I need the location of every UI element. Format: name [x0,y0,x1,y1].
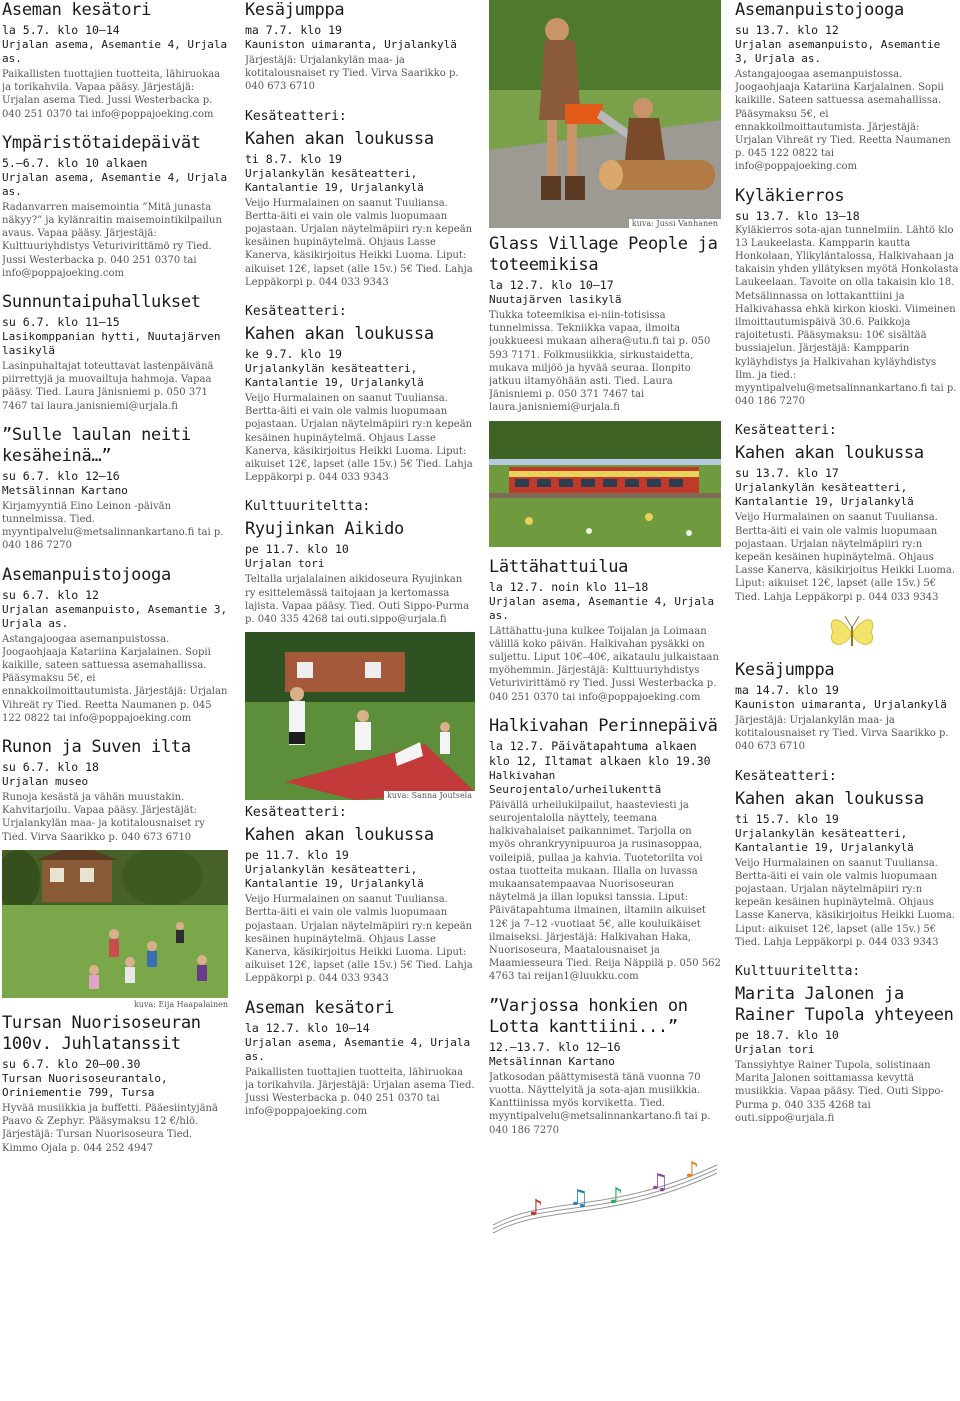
event-title: Kahen akan loukussa [735,443,924,464]
event-place: Lasikomppanian hytti, Nuutajärven lasikylä [2,330,221,358]
event-title: ”Sulle laulan neiti kesäheinä…” [2,424,191,466]
event-time: la 5.7. klo 10–14 [2,23,120,37]
music-notes-decoration [489,1145,721,1237]
event-place: Urjalan museo [2,775,89,789]
event-description: Veijo Hurmalainen on saanut Tuuliansa. Bertta-äiti ei vain ole valmis luopumaan pojastaan. Urjalan näytelmäpiiri ry:n kepeän kesäinen hupinäytelmä. Ohjaus Lasse Kanerva, käsikirjoitus Heikki Luoma. Liput: aikuiset 12€, lapset (alle 15v.) 5€ Tied. Lahja Leppäkorpi p. 044 033 9343 [245,894,473,985]
event-time: la 12.7. klo 10–14 [245,1020,370,1035]
event-kesateatteri [245,108,475,289]
event-lattahattuilua [489,557,721,704]
event-description: Järjestäjä: Urjalankylän maa- ja kotitalousnaiset ry Tied. Virva Saarikko p. 040 673 6710 [245,55,459,93]
event-time: su 6.7. klo 20–00.30 [2,1056,141,1071]
event-varjossa-honkien [489,996,721,1137]
event-place: Urjalan asema, Asemantie 4, Urjala as. [245,1035,471,1063]
event-place: Urjalan asemanpuisto, Asemantie 3, Urjala as. [735,38,941,65]
event-time: la 12.7. noin klo 11–18 [489,579,649,594]
event-time: 5.–6.7. klo 10 alkaen [2,155,148,170]
event-description: Astangajoogaa asemanpuistossa. Joogaohjaaja Katariina Karjalainen. Sopii kaikille. Sateen sattuessa asemahallissa. Pääsymaksu 5€, ei ennakkoilmoittautumista. Järjestäjä: Urjalan Vihreät ry Tied. Reetta Naumanen p. 045 122 0822 tai info@poppajoeking.com [735,69,951,173]
event-time: ti 15.7. klo 19 [735,811,839,826]
event-place: Halkivahan Seurojentalo/urheilukenttä [489,768,662,796]
svg-text:♫: ♫ [569,1185,589,1211]
event-kesajumppa [245,0,475,94]
event-place: Kauniston uimaranta, Urjalankylä [245,38,457,51]
event-category: Kesäteatteri: [735,768,837,784]
event-place: Metsälinnan Kartano [2,483,128,497]
column-2 [245,0,475,1401]
aikido-photo [245,632,475,800]
svg-text:♪: ♪ [685,1157,700,1183]
event-description: Lasinpuhaltajat toteuttavat lastenpäivänä piirrettyjä ja muovailtuja hahmoja. Vapaa pääsy. Tied. Laura Jänisniemi p. 050 371 7467 tai laura.janisniemi@urjala.fi [2,361,214,412]
event-title: Runon ja Suven ilta [2,737,191,758]
event-time: su 6.7. klo 12 [2,587,99,602]
photo-credit: kuva: Jussi Vanhanen [629,219,721,228]
event-kylakierros [735,186,959,409]
event-runon-ja-suven-ilta [2,737,228,844]
photo-credit: kuva: Sanna Joutsela [384,791,475,800]
event-title: Kyläkierros [735,185,845,206]
event-time: pe 11.7. klo 10 [245,542,349,557]
event-description: Hyvää musiikkia ja buffetti. Pääesiintyjänä Paavo & Zephyr. Pääsymaksu 12 €/hlö. Järjestäjä: Tursan Nuorisoseura Tied. Kimmo Ojala p. 044 252 4947 [2,1102,218,1154]
svg-text:♫: ♫ [649,1169,669,1195]
event-asemanpuistojooga [2,565,228,725]
event-asemanpuistojooga [735,0,959,174]
event-category: Kulttuuriteltta: [245,499,371,515]
event-ryujinkan-aikido [245,498,475,626]
event-description: Tiukka toteemikisa ei-niin-totisissa tunnelmissa. Tekniikka vapaa, ilmoita joukkueesi mukaan aihera@utu.fi tai p. 050 593 7171. Folkmusiikkia, sirkustaidetta, mukava miljöö ja hyvää seuraa. Ilonpito jatkuu iltamyöhään asti. Tied. Laura Jänisniemi p. 050 371 7467 tai laura.janisniemi@urjala.fi [489,310,711,414]
event-title: Halkivahan Perinnepäivä [489,715,718,736]
event-description: Paikallisten tuottajien tuotteita, lähiruokaa ja torikahvila. Vapaa pääsy. Järjestäjä: Urjalan asema Tied. Jussi Westerbacka p. 040 251 0370 tai info@poppajoeking.com [2,69,221,120]
event-time: 12.–13.7. klo 12–16 [489,1039,621,1054]
event-place: Urjalan asema, Asemantie 4, Urjala as. [2,170,228,198]
train-photo [489,421,721,547]
event-description: Radanvarren maisemointia ”Mitä junasta näkyy?” ja kylänraitin maisemointikilpailun avaus. Vapaa pääsy. Järjestäjä: Kulttuuriyhdistys Veturivirittämö ry Tied. Jussi Westerbacka p. 040 251 0370 tai info@poppajoeking.com [2,201,222,279]
event-description: Teltalla urjalalainen aikidoseura Ryujinkan ry esittelemässä taitojaan ja kertomassa lajista. Vapaa pääsy. Tied. Outi Sippo-Purma p. 040 335 4268 tai outi.sippo@urjala.fi [245,574,470,626]
event-place: Nuutajärven lasikylä [489,293,622,306]
event-description: Veijo Hurmalainen on saanut Tuuliansa. Bertta-äiti ei vain ole valmis luopumaan pojastaan. Urjalan näytelmäpiiri ry:n kepeän kesäinen hupinäytelmä. Ohjaus Lasse Kanerva, käsikirjoitus Heikki Luoma. Liput: aikuiset 12€, lapset (alle 15v.) 5€ Tied. Lahja Leppäkorpi p. 044 033 9343 [735,857,956,948]
event-description: Veijo Hurmalainen on saanut Tuuliansa. Bertta-äiti ei vain ole valmis luopumaan pojastaan. Urjalan näytelmäpiiri ry:n kepeän kesäinen hupinäytelmä. Ohjaus Lasse Kanerva, käsikirjoitus Heikki Luoma. Liput: aikuiset 12€, lapset (alle 15v.) 5€ Tied. Lahja Leppäkorpi p. 044 033 9343 [245,197,473,288]
event-category: Kesäteatteri: [245,108,347,124]
event-place: Kauniston uimaranta, Urjalankylä [735,697,947,711]
event-title: Asemanpuistojooga [735,0,904,20]
event-description: Astangajoogaa asemanpuistossa. Joogaohjaaja Katariina Karjalainen. Sopii kaikille, sateen sattuessa asemahallissa. Pääsymaksu 5€, ei ennakkoilmoittautumista. Järjestäjä: Urjalan Vihreät ry Tied. Reetta Naumanen p. 045 122 0822 tai info@poppajoeking.com [2,633,228,724]
event-marita-jalonen [735,963,959,1125]
event-place: Urjalan asema, Asemantie 4, Urjala as. [489,594,715,622]
event-halkivahan-perinnepaiva [489,716,721,984]
event-time: su 13.7. klo 12 [735,23,839,37]
event-place: Urjalankylän kesäteatteri, Kantalantie 19, Urjalankylä [735,481,914,509]
event-place: Urjalankylän kesäteatteri, Kantalantie 19, Urjalankylä [245,362,424,390]
event-description: Jatkosodan päättymisestä tänä vuonna 70 vuotta. Näyttelyitä ja sota-ajan musiikkia. Kanttiinissa myös korviketta. Tied. myyntipalvelu@metsalinnankartano.fi tai p. 040 186 7270 [489,1071,711,1136]
event-description: Runoja kesästä ja vähän muustakin. Kahvitarjoilu. Vapaa pääsy. Järjestäjät: Urjalankylän maa- ja kotitalousnaiset ry Tied. Virva Saarikko p. 040 673 6710 [2,792,205,843]
event-kesateatteri [735,768,959,949]
event-title: Kesäjumppa [735,659,835,680]
event-title: Sunnuntaipuhallukset [2,292,201,313]
event-time: su 13.7. klo 13–18 [735,208,860,223]
event-title: Kahen akan loukussa [245,825,434,846]
butterfly-icon [827,608,959,658]
event-aseman-kesatori [245,998,475,1119]
event-tursan-nuorisoseura [2,1013,228,1155]
event-place: Urjalan asema, Asemantie 4, Urjala as. [2,38,228,65]
event-time: pe 18.7. klo 10 [735,1027,839,1042]
event-title: Aseman kesätori [2,0,152,20]
event-place: Urjalan asemanpuisto, Asemantie 3, Urjala as. [2,602,228,630]
event-category: Kesäteatteri: [245,805,347,821]
event-title: Ryujinkan Aikido [245,519,404,540]
event-title: Lättähattuilua [489,556,629,577]
event-title: ”Varjossa honkien on Lotta kanttiini...” [489,995,688,1037]
column-3 [489,0,721,1401]
event-place: Urjalan tori [735,1042,815,1056]
event-place: Urjalankylän kesäteatteri, Kantalantie 19, Urjalankylä [245,863,424,891]
event-description: Tanssiyhtye Rainer Tupola, solistinaan Marita Jalonen soittamassa kevyttä musiikkia. Vapaa pääsy. Tied. Outi Sippo-Purma p. 040 335 4268 tai outi.sippo@urjala.fi [735,1059,944,1124]
event-title: Marita Jalonen ja Rainer Tupola yhteyeen [735,983,954,1025]
event-kesateatteri [245,303,475,484]
event-title: Kahen akan loukussa [245,324,434,345]
event-kesateatteri [245,804,475,985]
event-category: Kesäteatteri: [735,423,837,439]
event-time: la 12.7. klo 10–17 [489,278,614,292]
event-place: Tursan Nuorisoseurantalo, Oriniementie 799, Tursa [2,1071,168,1099]
event-title: Glass Village People ja toteemikisa [489,234,718,275]
event-title: Ympäristötaidepäivät [2,132,201,153]
event-sunnuntaipuhallukset [2,292,228,413]
event-title: Kahen akan loukussa [245,128,434,149]
event-time: ma 7.7. klo 19 [245,23,342,37]
event-glass-village-people [489,234,721,415]
event-time: ti 8.7. klo 19 [245,151,342,166]
event-description: Kirjamyyntiä Eino Leinon -päivän tunnelmissa. Tied. myyntipalvelu@metsalinnankartano.fi tai p. 040 186 7270 [2,500,224,552]
park-photo [2,850,228,998]
svg-text:♪: ♪ [609,1183,624,1209]
event-aseman-kesatori [2,0,228,121]
event-kesateatteri [735,422,959,603]
event-title: Kahen akan loukussa [735,788,924,809]
svg-text:♪: ♪ [529,1195,544,1221]
event-time: ke 9.7. klo 19 [245,347,342,362]
chainsaw-photo [489,0,721,228]
column-1 [2,0,228,1401]
photo-credit: kuva: Eija Haapalainen [133,999,228,1009]
event-description: Veijo Hurmalainen on saanut Tuuliansa. Bertta-äiti ei vain ole valmis luopumaan pojastaan. Urjalan näytelmäpiiri ry:n kepeän kesäinen hupinäytelmä. Ohjaus Lasse Kanerva, käsikirjoitus Heikki Luoma. Liput: aikuiset 12€, lapset (alle 15v.) 5€ Tied. Lahja Leppäkorpi p. 044 033 9343 [245,393,473,484]
event-time: pe 11.7. klo 19 [245,848,349,863]
event-title: Asemanpuistojooga [2,564,171,585]
event-time: su 13.7. klo 17 [735,466,839,481]
event-category: Kulttuuriteltta: [735,963,861,979]
event-description: Järjestäjä: Urjalankylän maa- ja kotitalousnaiset ry Tied. Virva Saarikko p. 040 673 6710 [735,714,949,753]
event-title: Tursan Nuorisoseuran 100v. Juhlatanssit [2,1012,201,1054]
event-place: Urjalankylän kesäteatteri, Kantalantie 19, Urjalankylä [735,826,914,854]
event-title: Aseman kesätori [245,997,395,1018]
event-category: Kesäteatteri: [245,304,347,320]
event-time: ma 14.7. klo 19 [735,682,839,697]
event-ymparistotaidepaivat [2,133,228,280]
event-time: su 6.7. klo 18 [2,760,99,775]
event-description: Päivällä urheilukilpailut, haasteviesti ja seurojentalolla näyttely, teemana halkivahalaiset paikannimet. Tarjolla on myös ohrankryynipuuroa ja rusinasoppaa, voileipiä, pullaa ja kahvia. Tuotetoriltа voi ostaa tuotteita mukaan. Illalla on luvassa mukaansatempaavaa Nuorisoseuran näytelmä ja illan lopuksi tanssia. Liput: Päivätapahtuma ilmainen, iltamiin aikuiset 12€ ja 7–12 -vuotiaat 5€, alle kouluikäiset ilmaiseksi. Järjestäjä: Halkivahan Haka, Nuorisoseura, Maatalousnaiset ja Maamiesseura Tied. Reija Näppilä p. 050 562 4763 tai reijan1@luukku.com [489,799,721,983]
event-sulle-laulan [2,425,228,553]
event-time: su 6.7. klo 11–15 [2,315,120,330]
event-place: Urjalankylän kesäteatteri, Kantalantie 19, Urjalankylä [245,166,424,194]
event-kesajumppa [735,660,959,754]
event-place: Metsälinnan Kartano [489,1054,615,1068]
event-time: su 6.7. klo 12–16 [2,468,120,483]
column-4 [735,0,959,1401]
event-place: Urjalan tori [245,557,325,571]
event-description: Paikallisten tuottajien tuotteita, lähiruokaa ja torikahvila. Järjestäjä: Urjalan asema Tied. Jussi Westerbacka p. 040 251 0370 tai info@poppajoeking.com [245,1066,475,1118]
event-description: Kyläkierros sota-ajan tunnelmiin. Lähtö klo 13 Laukeelasta. Kampparin kautta Honkolaan, Ylikyläntalossa, Halkivahaan ja takaisin yhden yllätyksen myötä Honkolasta Laukeelaan. Tavoite on olla takaisin klo 18. Metsälinnassa on lottakanttiini ja Halkivahassa ehkä kirkon kioski. Viimeinen ilmoittautumispäivä 30.6. Paikkoja rajoitetusti. Pääsymaksu: 10€ sisältää bussiajelun. Järjestäjä: Kampparin kyläyhdistys ja Halkivahan kyläyhdistys Ilm. ja tied.: myyntipalvelu@metsalinnankartano.fi tai p. 040 186 7270 [735,224,959,408]
event-description: Lättähattu-juna kulkee Toijalan ja Loimaan välillä koko päivän. Halkivahan pysäkki on suljettu. Liput 10€–40€, aikataulu julkaistaan myöhemmin. Järjestäjä: Kulttuuriyhdistys Veturivirittämö ry Tied. Jussi Westerbacka p. 040 251 0370 tai info@poppajoeking.com [489,625,719,703]
event-description: Veijo Hurmalainen on saanut Tuuliansa. Bertta-äiti ei vain ole valmis luopumaan pojastaan. Urjalan näytelmäpiiri ry:n kepeän kesäinen hupinäytelmä. Ohjaus Lasse Kanerva, käsikirjoitus Heikki Luoma. Liput: aikuiset 12€, lapset (alle 15v.) 5€ Tied. Lahja Leppäkorpi p. 044 033 9343 [735,512,956,603]
event-title: Kesäjumppa [245,0,345,20]
event-time: la 12.7. Päivätapahtuma alkaen klo 12, Iltamat alkaen klo 19.30 [489,738,711,768]
